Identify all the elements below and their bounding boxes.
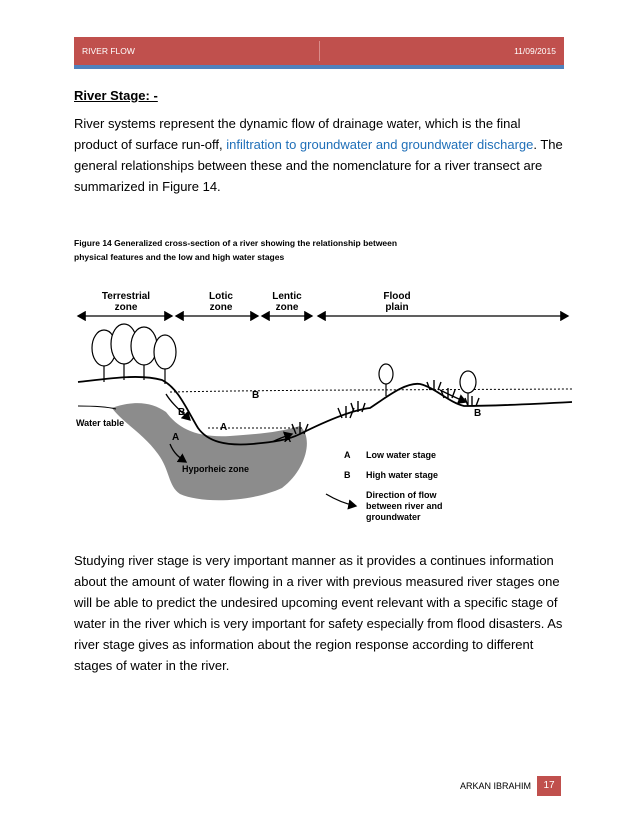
caption-line-1: Figure 14 Generalized cross-section of a river showing the relationship between: [74, 238, 398, 248]
legend-b-key: B: [344, 470, 351, 480]
label-a-center: A: [220, 422, 228, 433]
high-water-line: [170, 389, 572, 392]
zone-flood-line2: plain: [385, 302, 409, 313]
intro-text-end: . The general relationships between these and the nomenclature for a river transect are summarized in Figure 14.: [74, 137, 563, 194]
figure-caption: [74, 236, 564, 264]
legend-flow-line2: between river and: [366, 501, 443, 511]
zone-lotic-line2: zone: [209, 302, 233, 313]
legend-a-key: A: [344, 450, 351, 460]
intro-paragraph: [74, 113, 564, 197]
hyporheic-zone-shape: [112, 403, 307, 500]
legend-flow-line1: Direction of flow: [366, 490, 437, 500]
intro-text-start: River systems represent the dynamic flow of drainage water, which is the final product of surface run-off,: [74, 116, 521, 152]
legend-a-text: Low water stage: [366, 450, 437, 460]
header-accent-bar: [74, 65, 564, 69]
caption-line-2: physical features and the low and high water stages: [74, 252, 285, 262]
body-paragraph: Studying river stage is very important manner as it provides a continues information about the amount of water flowing in a river with previous measured river stages one will be able to predict the undesired upcoming event relevant with a specific stage of water in the river which is very important for safety especially from flood disasters. As river stage gives as information about the region response according to different stages of water in the river.: [74, 553, 563, 673]
legend-flow-arrow-icon: [326, 494, 356, 506]
header-title: RIVER FLOW: [82, 46, 135, 56]
label-b-center: B: [252, 390, 260, 401]
river-diagram: [74, 282, 574, 527]
water-table-label: Water table: [76, 418, 125, 428]
zone-lentic-line2: zone: [275, 302, 299, 313]
zone-terrestrial-line1: Terrestrial: [101, 291, 151, 302]
header-divider: [319, 41, 320, 61]
tree-icons-left: [92, 324, 176, 384]
river-cross-section-figure: [74, 282, 574, 527]
label-a-left: A: [172, 432, 180, 443]
groundwater-link[interactable]: infiltration to groundwater and groundwater discharge: [226, 137, 534, 152]
footer-author: ARKAN IBRAHIM: [459, 781, 531, 791]
legend-flow-line3: groundwater: [366, 512, 421, 522]
water-table-line: [78, 406, 116, 409]
hyporheic-zone-label: Hyporheic zone: [182, 464, 250, 474]
zone-flood-line1: Flood: [383, 291, 411, 302]
section-heading: River Stage: -: [74, 88, 158, 103]
legend-b-text: High water stage: [366, 470, 439, 480]
zone-lentic-line1: Lentic: [272, 291, 302, 302]
zone-terrestrial-line2: zone: [114, 302, 138, 313]
page-number: 17: [537, 776, 561, 796]
label-b-left: B: [178, 407, 186, 418]
zone-lotic-line1: Lotic: [209, 291, 233, 302]
header-date: 11/09/2015: [514, 46, 556, 56]
label-b-right: B: [474, 408, 482, 419]
label-a-right: A: [284, 434, 292, 445]
page-header: [74, 37, 564, 65]
